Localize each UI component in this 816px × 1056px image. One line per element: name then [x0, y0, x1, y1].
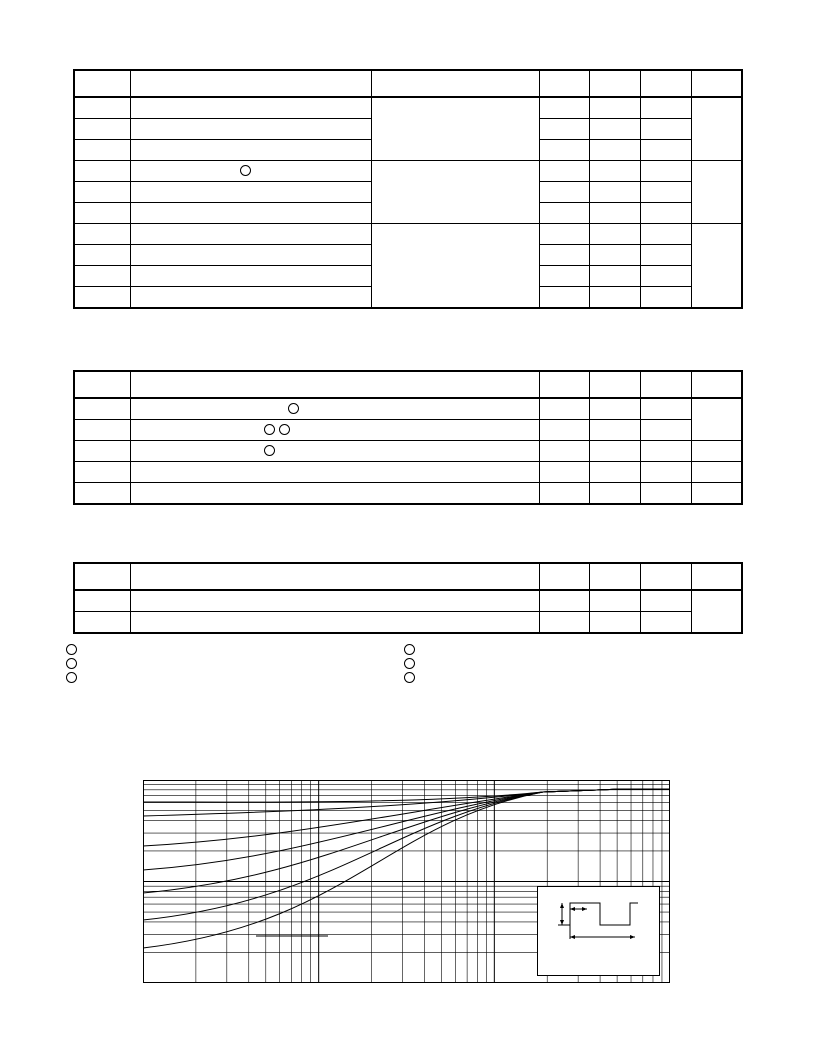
table-cell — [74, 266, 131, 287]
note-marker-icon — [240, 165, 251, 176]
table-cell — [540, 119, 590, 140]
header-cell — [640, 70, 691, 97]
condition-cell — [371, 224, 539, 309]
table-cell — [74, 287, 131, 309]
table-cell — [540, 287, 590, 309]
header-cell — [74, 371, 131, 398]
condition-cell — [371, 161, 539, 224]
table-cell — [74, 140, 131, 161]
table-cell — [540, 245, 590, 266]
table-row — [74, 161, 742, 182]
table-row — [74, 462, 742, 483]
table-cell — [540, 612, 590, 634]
table-cell — [74, 224, 131, 245]
table-cell — [640, 420, 691, 441]
header-cell — [371, 70, 539, 97]
table-cell — [74, 97, 131, 119]
table-cell — [640, 245, 691, 266]
table-cell — [589, 140, 640, 161]
table-row — [74, 224, 742, 245]
table-cell — [540, 224, 590, 245]
table-cell — [74, 441, 131, 462]
table-cell — [640, 441, 691, 462]
table-cell — [640, 182, 691, 203]
table-cell — [131, 441, 540, 462]
note-marker-icon — [288, 403, 299, 414]
table-cell — [131, 462, 540, 483]
table-cell — [74, 182, 131, 203]
table-cell — [691, 441, 742, 462]
table-cell — [131, 182, 371, 203]
table-cell — [589, 612, 640, 634]
header-cell — [131, 70, 371, 97]
note-marker-icon — [66, 644, 77, 655]
table-cell — [589, 97, 640, 119]
table-cell — [589, 441, 640, 462]
table-cell — [74, 119, 131, 140]
unit-cell — [691, 97, 742, 161]
table-cell — [640, 287, 691, 309]
header-cell — [74, 70, 131, 97]
header-cell — [74, 563, 131, 590]
table-cell — [640, 483, 691, 505]
waveform-inset — [537, 886, 660, 976]
notes-section — [66, 643, 746, 685]
table-cell — [589, 420, 640, 441]
table-cell — [540, 441, 590, 462]
table-cell — [540, 182, 590, 203]
table-cell — [640, 612, 691, 634]
note-marker-icon — [404, 672, 415, 683]
table-cell — [540, 398, 590, 420]
table-row — [74, 398, 742, 420]
table-cell — [640, 224, 691, 245]
note-marker-icon — [66, 658, 77, 669]
table-cell — [640, 203, 691, 224]
note-item — [66, 657, 386, 671]
unit-cell — [691, 590, 742, 633]
header-cell — [540, 563, 590, 590]
table-cell — [74, 161, 131, 182]
table-row — [74, 612, 742, 634]
note-marker-icon — [264, 445, 275, 456]
table-cell — [540, 462, 590, 483]
note-marker-icon — [404, 658, 415, 669]
table-2 — [73, 370, 743, 505]
note-item — [66, 643, 386, 657]
header-cell — [640, 563, 691, 590]
table-cell — [589, 245, 640, 266]
header-cell — [691, 563, 742, 590]
table-cell — [540, 590, 590, 612]
table-cell — [74, 483, 131, 505]
table-cell — [589, 287, 640, 309]
table-cell — [131, 420, 540, 441]
table-cell — [640, 462, 691, 483]
table-cell — [691, 483, 742, 505]
table-cell — [540, 203, 590, 224]
note-marker-icon — [279, 424, 290, 435]
table-cell — [540, 140, 590, 161]
table-cell — [131, 97, 371, 119]
table-cell — [131, 590, 540, 612]
table-2-header-row — [74, 371, 742, 398]
unit-cell — [691, 398, 742, 441]
table-cell — [131, 224, 371, 245]
table-cell — [589, 224, 640, 245]
header-cell — [540, 371, 590, 398]
header-cell — [691, 371, 742, 398]
note-item — [404, 643, 724, 657]
table-cell — [589, 398, 640, 420]
table-cell — [540, 161, 590, 182]
table-cell — [640, 97, 691, 119]
table-cell — [640, 590, 691, 612]
table-cell — [131, 266, 371, 287]
table-cell — [74, 398, 131, 420]
table-row — [74, 97, 742, 119]
table-cell — [589, 266, 640, 287]
table-1-header-row — [74, 70, 742, 97]
table-cell — [589, 462, 640, 483]
header-cell — [640, 371, 691, 398]
header-cell — [589, 563, 640, 590]
table-row — [74, 590, 742, 612]
header-cell — [589, 70, 640, 97]
table-cell — [74, 612, 131, 634]
table-cell — [589, 483, 640, 505]
table-3-header-row — [74, 563, 742, 590]
table-3 — [73, 562, 743, 634]
condition-cell — [371, 97, 539, 161]
note-item — [404, 671, 724, 685]
note-marker-icon — [404, 644, 415, 655]
table-cell — [131, 398, 540, 420]
table-row — [74, 441, 742, 462]
table-cell — [131, 245, 371, 266]
header-cell — [131, 371, 540, 398]
table-cell — [589, 161, 640, 182]
unit-cell — [691, 224, 742, 309]
table-cell — [74, 245, 131, 266]
table-cell — [589, 203, 640, 224]
table-cell — [589, 590, 640, 612]
table-cell — [74, 420, 131, 441]
table-1 — [73, 69, 743, 309]
note-item — [404, 657, 724, 671]
header-cell — [691, 70, 742, 97]
header-cell — [589, 371, 640, 398]
header-cell — [131, 563, 540, 590]
table-cell — [131, 140, 371, 161]
table-cell — [589, 182, 640, 203]
table-cell — [74, 203, 131, 224]
pulse-waveform-icon — [538, 887, 659, 975]
table-cell — [131, 203, 371, 224]
header-cell — [540, 70, 590, 97]
table-row — [74, 483, 742, 505]
table-cell — [540, 266, 590, 287]
table-cell — [640, 119, 691, 140]
note-marker-icon — [264, 424, 275, 435]
table-cell — [589, 119, 640, 140]
table-cell — [540, 483, 590, 505]
table-cell — [640, 398, 691, 420]
table-cell — [131, 161, 371, 182]
table-cell — [131, 119, 371, 140]
table-cell — [640, 161, 691, 182]
table-cell — [131, 612, 540, 634]
table-cell — [640, 266, 691, 287]
table-cell — [640, 140, 691, 161]
table-cell — [691, 462, 742, 483]
table-cell — [540, 420, 590, 441]
note-item — [66, 671, 386, 685]
table-cell — [74, 590, 131, 612]
table-cell — [131, 483, 540, 505]
unit-cell — [691, 161, 742, 224]
note-marker-icon — [66, 672, 77, 683]
table-row — [74, 420, 742, 441]
table-cell — [540, 97, 590, 119]
table-cell — [74, 462, 131, 483]
table-cell — [131, 287, 371, 309]
